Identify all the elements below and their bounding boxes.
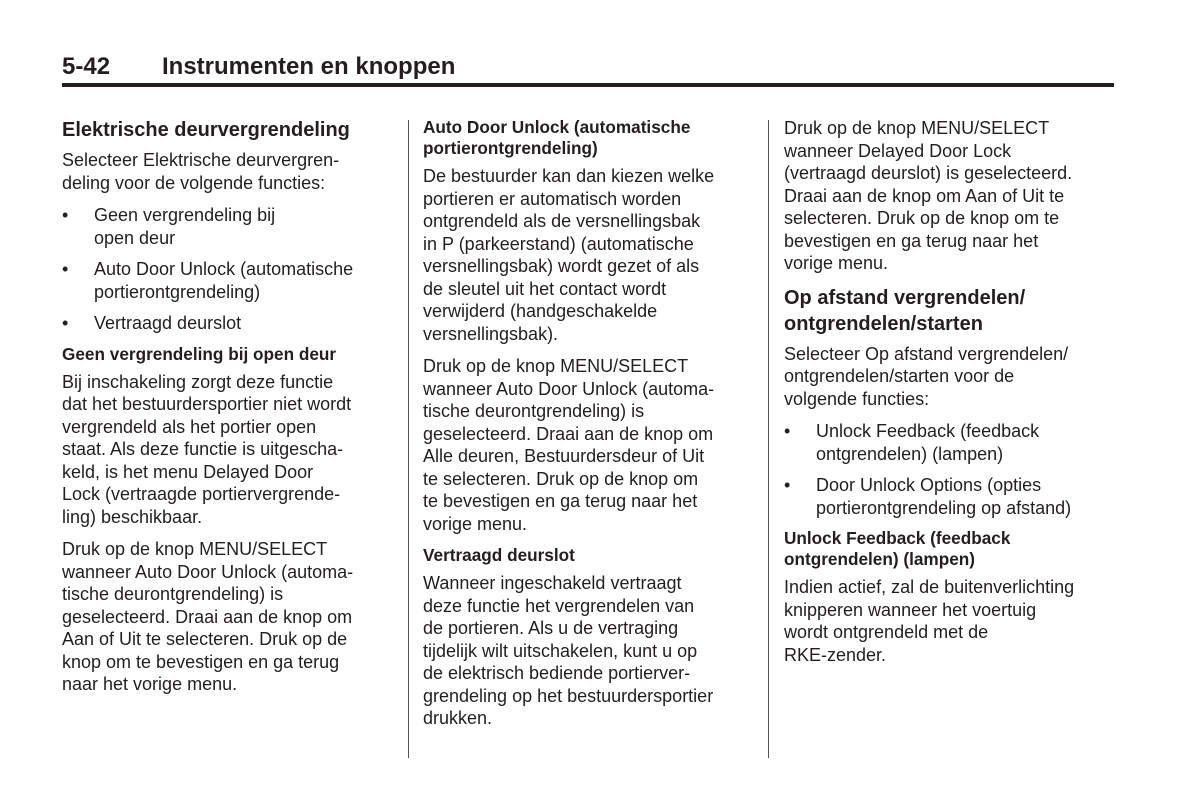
- text-line: Wanneer ingeschakeld vertraagt: [423, 573, 682, 593]
- text-line: deze functie het vergrendelen van: [423, 595, 695, 616]
- text-line: in P (parkeerstand) (automatische: [423, 233, 694, 254]
- page-number: 5-42: [62, 53, 111, 80]
- bullet-list: [784, 420, 1119, 519]
- bullet-icon: •: [784, 475, 791, 495]
- text-line: Unlock Feedback (feedback: [816, 421, 1040, 441]
- paragraph: [423, 165, 758, 345]
- bullet-icon: •: [62, 313, 69, 333]
- list-item: [62, 312, 397, 335]
- text-line: volgende functies:: [784, 388, 930, 409]
- header-rule: [62, 83, 1114, 87]
- text-column-2: [423, 117, 758, 740]
- text-line: De bestuurder kan dan kiezen welke: [423, 166, 715, 186]
- text-line: tische deurontgrendeling) is: [62, 584, 284, 604]
- text-line: de sleutel uit het contact wordt: [423, 278, 667, 299]
- text-line: portierontgrendeling): [423, 138, 598, 158]
- text-line: drukken.: [423, 708, 493, 728]
- paragraph: [784, 343, 1119, 411]
- text-line: te selecteren. Druk op de knop om: [423, 468, 699, 489]
- text-line: knop om te bevestigen en ga terug: [62, 651, 340, 672]
- text-line: tische deurontgrendeling) is: [423, 401, 645, 421]
- paragraph: [423, 572, 758, 730]
- text-line: Alle deuren, Bestuurdersdeur of Uit: [423, 446, 705, 466]
- list-item-text: [94, 313, 241, 333]
- subsection-heading: [423, 545, 758, 566]
- subsection-heading: [423, 117, 758, 159]
- bullet-icon: •: [62, 205, 69, 225]
- text-line: staat. Als deze functie is uitgescha-: [62, 439, 344, 459]
- text-line: Vertraagd deurslot: [94, 313, 242, 333]
- text-line: ontgrendelen/starten: [784, 312, 983, 335]
- bullet-list: [62, 204, 397, 335]
- chapter-title: Instrumenten en knoppen: [162, 53, 456, 80]
- text-line: Druk op de knop MENU/SELECT: [784, 118, 1050, 138]
- text-line: te bevestigen en ga terug naar het: [423, 491, 698, 511]
- list-item: [784, 420, 1119, 465]
- text-line: grendeling op het bestuurdersportier: [423, 685, 714, 706]
- text-line: ling) beschikbaar.: [62, 506, 203, 527]
- text-column-3: [784, 117, 1119, 676]
- text-line: Druk op de knop MENU/SELECT: [62, 539, 328, 559]
- text-line: vorige menu.: [784, 253, 889, 273]
- text-line: ontgrendelen) (lampen): [816, 443, 1004, 464]
- list-item-text: [816, 475, 1071, 518]
- text-line: Geen vergrendeling bij: [94, 205, 276, 225]
- text-line: Draai aan de knop om Aan of Uit te: [784, 185, 1065, 206]
- text-line: ontgrendelen/starten voor de: [784, 366, 1015, 386]
- text-line: tijdelijk wilt uitschakelen, kunt u op: [423, 640, 698, 661]
- text-line: vergrendeld als het portier open: [62, 416, 317, 437]
- text-line: open deur: [94, 227, 176, 248]
- text-line: bevestigen en ga terug naar het: [784, 230, 1039, 251]
- text-column-1: [62, 117, 397, 706]
- list-item-text: [94, 259, 353, 302]
- text-line: keld, is het menu Delayed Door: [62, 461, 314, 482]
- text-line: RKE-zender.: [784, 644, 887, 665]
- text-line: Lock (vertraagde portiervergrende-: [62, 484, 341, 504]
- text-line: de portieren. Als u de vertraging: [423, 618, 679, 638]
- subsection-heading: [62, 344, 397, 365]
- text-line: Door Unlock Options (opties: [816, 475, 1042, 495]
- text-line: verwijderd (handgeschakelde: [423, 301, 658, 321]
- text-line: Op afstand vergrendelen/: [784, 286, 1026, 309]
- list-item: [784, 474, 1119, 519]
- text-line: portierontgrendeling): [94, 281, 261, 302]
- text-line: dat het bestuurdersportier niet wordt: [62, 394, 352, 414]
- list-item: [62, 258, 397, 303]
- text-line: wanneer Auto Door Unlock (automa-: [423, 378, 715, 399]
- text-line: Auto Door Unlock (automatische: [94, 259, 354, 279]
- text-line: Selecteer Op afstand vergrendelen/: [784, 343, 1069, 364]
- bullet-icon: •: [784, 421, 791, 441]
- text-line: portieren er automatisch worden: [423, 188, 682, 209]
- text-line: wanneer Delayed Door Lock: [784, 140, 1012, 161]
- text-line: Selecteer Elektrische deurvergren-: [62, 150, 340, 170]
- text-line: portierontgrendeling op afstand): [816, 497, 1072, 518]
- text-line: geselecteerd. Draai aan de knop om: [423, 423, 714, 444]
- column-divider: [768, 120, 769, 758]
- paragraph: [62, 538, 397, 696]
- text-line: versnellingsbak).: [423, 323, 559, 344]
- text-line: geselecteerd. Draai aan de knop om: [62, 606, 353, 627]
- bullet-icon: •: [62, 259, 69, 279]
- text-line: naar het vorige menu.: [62, 674, 238, 694]
- text-line: Unlock Feedback (feedback: [784, 528, 1011, 548]
- text-line: selecteren. Druk op de knop om te: [784, 208, 1060, 228]
- paragraph: [423, 355, 758, 535]
- paragraph: [784, 117, 1119, 275]
- list-item: [62, 204, 397, 249]
- column-divider: [408, 120, 409, 758]
- text-line: ontgrendeld als de versnellingsbak: [423, 211, 701, 231]
- text-line: Aan of Uit te selecteren. Druk op de: [62, 629, 348, 649]
- paragraph: [62, 149, 397, 194]
- paragraph: [784, 576, 1119, 666]
- text-line: Auto Door Unlock (automatische: [423, 117, 691, 137]
- paragraph: [62, 371, 397, 529]
- text-line: (vertraagd deurslot) is geselecteerd.: [784, 163, 1073, 183]
- text-line: wanneer Auto Door Unlock (automa-: [62, 561, 354, 582]
- text-line: vorige menu.: [423, 513, 528, 534]
- text-line: ontgrendelen) (lampen): [784, 549, 975, 569]
- list-item-text: [94, 205, 275, 248]
- list-item-text: [816, 421, 1039, 464]
- text-line: Indien actief, zal de buitenverlichting: [784, 577, 1075, 597]
- text-line: wordt ontgrendeld met de: [784, 622, 989, 642]
- section-heading: Elektrische deurvergrendeling: [62, 119, 350, 141]
- text-line: Bij inschakeling zorgt deze functie: [62, 371, 334, 392]
- text-line: versnellingsbak) wordt gezet of als: [423, 256, 700, 276]
- text-line: Druk op de knop MENU/SELECT: [423, 356, 689, 376]
- text-line: knipperen wanneer het voertuig: [784, 599, 1037, 620]
- subsection-heading: [784, 528, 1119, 570]
- text-line: Vertraagd deurslot: [423, 545, 575, 565]
- text-line: de elektrisch bediende portierver-: [423, 663, 691, 683]
- section-heading: [784, 285, 1119, 337]
- text-line: Geen vergrendeling bij open deur: [62, 343, 337, 364]
- text-line: deling voor de volgende functies:: [62, 172, 326, 193]
